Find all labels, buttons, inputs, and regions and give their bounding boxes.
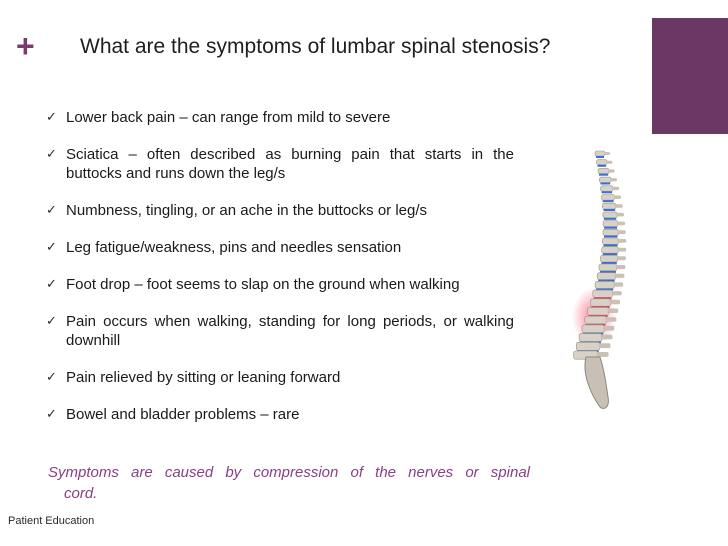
spinous-process xyxy=(613,282,623,286)
intervertebral-disc xyxy=(603,209,615,211)
symptom-text: Pain relieved by sitting or leaning forward xyxy=(66,369,341,386)
vertebra xyxy=(597,160,608,165)
symptom-item xyxy=(44,368,514,387)
slide-title: What are the symptoms of lumbar spinal stenosis? xyxy=(80,35,551,58)
intervertebral-disc xyxy=(598,165,607,167)
symptom-item xyxy=(44,108,514,127)
symptom-text: Lower back pain – can range from mild to severe xyxy=(66,109,391,126)
symptom-text-continued: buttocks and runs down the leg/s xyxy=(66,165,286,182)
spinous-process xyxy=(615,204,623,208)
symptom-text: Sciatica – often described as burning pain that starts in the xyxy=(66,146,514,163)
spine-illustration xyxy=(560,145,650,415)
cause-note-line: cord. xyxy=(64,485,98,502)
vertebra xyxy=(601,186,613,192)
symptom-text: Foot drop – foot seems to slap on the ground when walking xyxy=(66,276,460,293)
intervertebral-disc xyxy=(604,218,616,220)
cause-note-line: Symptoms are caused by compression of the nerves or spinal xyxy=(48,464,530,481)
symptom-list xyxy=(44,108,514,442)
spinous-process xyxy=(616,265,625,269)
symptom-item xyxy=(44,238,514,257)
spinous-process xyxy=(597,352,609,357)
vertebra xyxy=(599,264,617,271)
spinous-process xyxy=(605,317,616,322)
vertebra xyxy=(598,168,609,173)
vertebra xyxy=(588,308,609,316)
accent-band xyxy=(652,18,728,134)
intervertebral-disc xyxy=(603,253,618,255)
symptom-text: Bowel and bladder problems – rare xyxy=(66,406,300,423)
spinous-process xyxy=(608,309,619,314)
spinous-process xyxy=(615,274,625,278)
check-mark-icon: ✓ xyxy=(46,240,57,255)
intervertebral-disc xyxy=(604,227,617,229)
check-mark-icon: ✓ xyxy=(46,203,57,218)
spinous-process xyxy=(616,213,624,217)
plus-icon: + xyxy=(16,28,35,64)
spinous-process xyxy=(618,239,627,243)
vertebra xyxy=(602,203,616,209)
cause-note xyxy=(48,462,530,504)
spinous-process xyxy=(617,222,625,226)
spinous-process xyxy=(617,230,625,234)
vertebra xyxy=(603,229,619,235)
symptom-text-continued: downhill xyxy=(66,332,121,349)
sacrum xyxy=(585,357,608,409)
intervertebral-disc xyxy=(603,200,614,202)
vertebra xyxy=(601,255,618,262)
symptom-text: Pain occurs when walking, standing for long periods, or walking xyxy=(66,313,514,330)
check-mark-icon: ✓ xyxy=(46,370,57,385)
vertebra xyxy=(595,151,605,156)
vertebra xyxy=(597,273,616,280)
vertebra xyxy=(603,221,618,227)
spinous-process xyxy=(608,169,615,172)
footer-label: Patient Education xyxy=(8,515,95,527)
check-mark-icon: ✓ xyxy=(46,314,57,329)
intervertebral-disc xyxy=(600,183,610,185)
vertebra xyxy=(595,281,614,288)
spinous-process xyxy=(612,187,619,190)
symptom-item xyxy=(44,405,514,424)
vertebra xyxy=(579,334,602,342)
spinous-process xyxy=(614,196,621,199)
spinous-process xyxy=(604,152,610,155)
spinous-process xyxy=(610,178,617,181)
intervertebral-disc xyxy=(604,236,618,238)
intervertebral-disc xyxy=(602,191,612,193)
spinous-process xyxy=(610,300,620,304)
spinous-process xyxy=(601,335,613,340)
vertebra xyxy=(602,195,615,201)
spinous-process xyxy=(617,256,626,260)
vertebra xyxy=(599,177,611,182)
check-mark-icon: ✓ xyxy=(46,407,57,422)
vertebra xyxy=(602,247,619,254)
vertebra xyxy=(603,212,617,218)
symptom-item xyxy=(44,145,514,183)
check-mark-icon: ✓ xyxy=(46,147,57,162)
check-mark-icon: ✓ xyxy=(46,110,57,125)
vertebra xyxy=(603,238,619,244)
spinous-process xyxy=(617,248,626,252)
vertebra xyxy=(576,342,599,350)
check-mark-icon: ✓ xyxy=(46,277,57,292)
vertebra xyxy=(590,299,610,306)
spinous-process xyxy=(599,343,611,348)
spinous-process xyxy=(603,326,614,331)
symptom-text: Leg fatigue/weakness, pins and needles sensation xyxy=(66,239,402,256)
symptom-item xyxy=(44,275,514,294)
symptom-item xyxy=(44,201,514,220)
symptom-text: Numbness, tingling, or an ache in the buttocks or leg/s xyxy=(66,202,428,219)
spinous-process xyxy=(612,291,622,295)
intervertebral-disc xyxy=(604,244,618,246)
vertebra xyxy=(585,316,607,324)
intervertebral-disc xyxy=(596,156,604,158)
vertebra xyxy=(582,325,604,333)
spinous-process xyxy=(606,161,612,164)
symptom-item xyxy=(44,312,514,350)
intervertebral-disc xyxy=(599,174,608,176)
vertebra xyxy=(593,290,613,297)
